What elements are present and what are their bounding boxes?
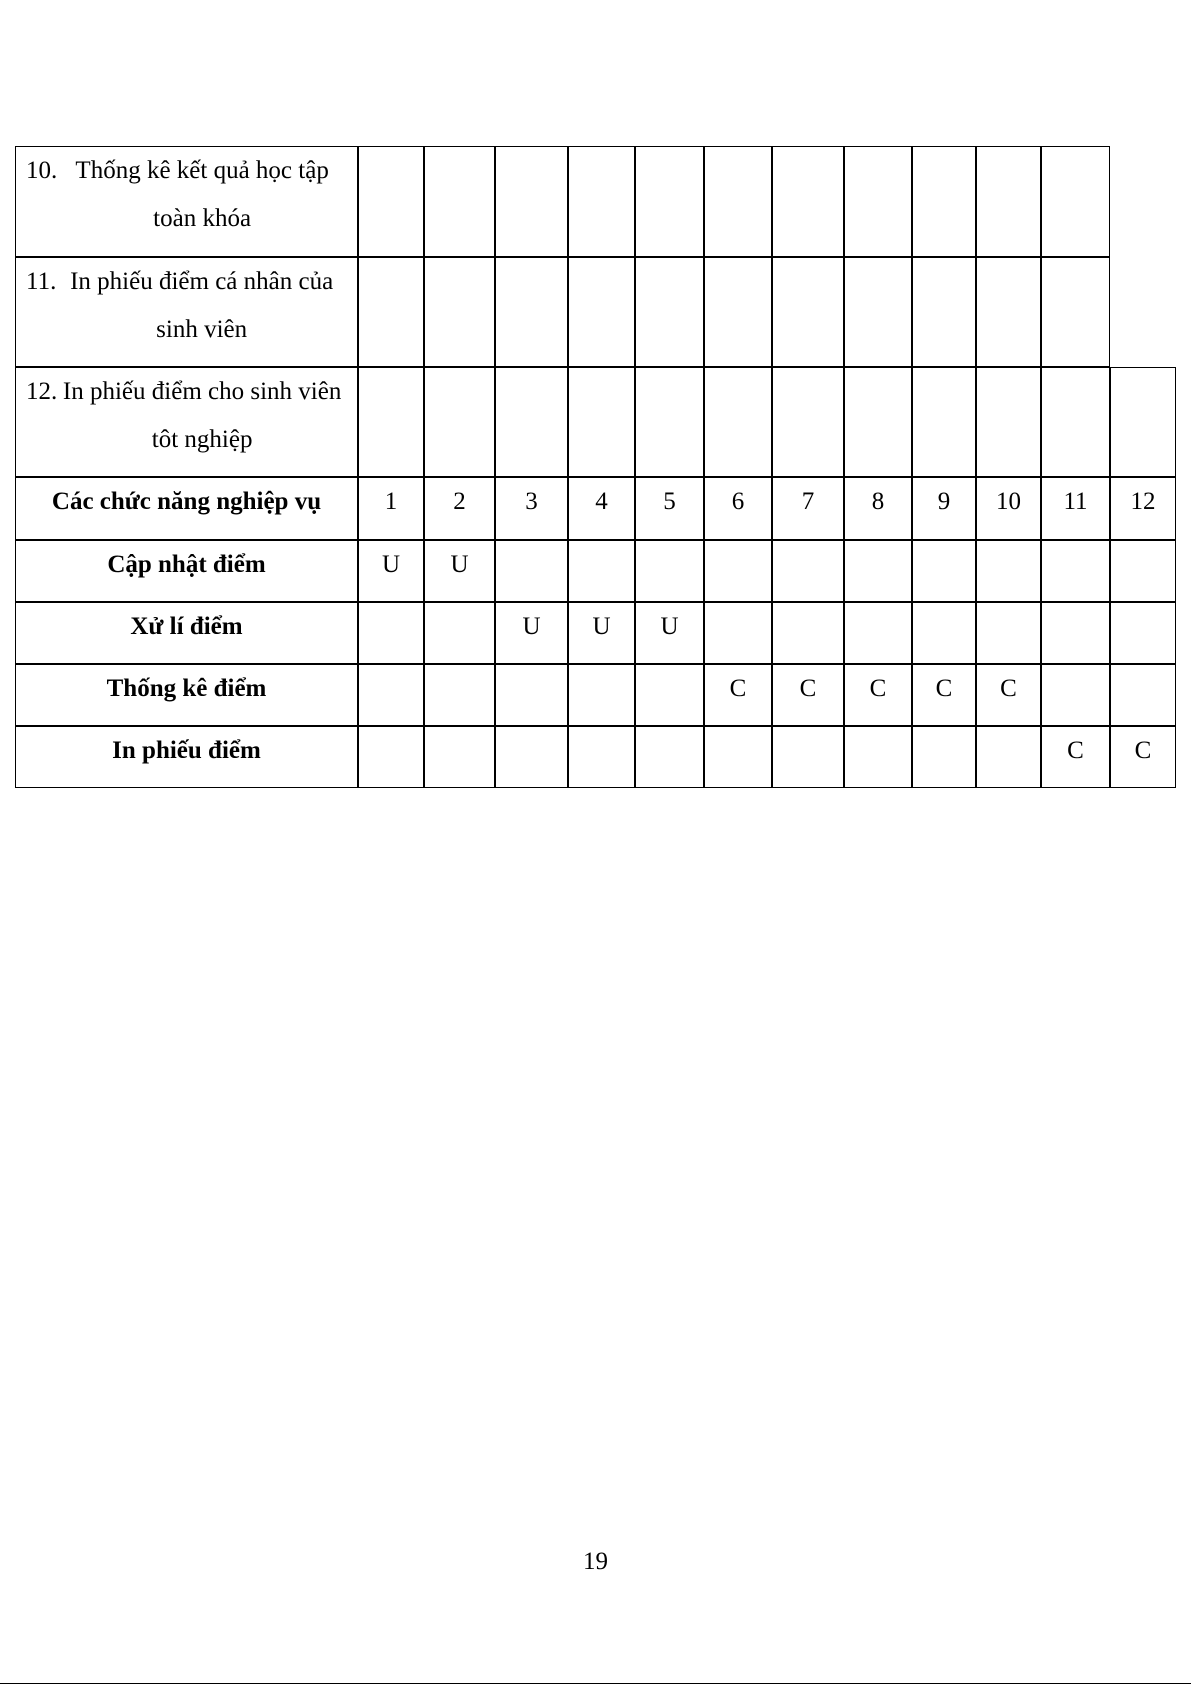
matrix-row-label: Xử lí điểm — [15, 602, 358, 664]
empty-cell — [976, 367, 1041, 477]
matrix-cell — [635, 664, 704, 726]
matrix-cell — [976, 540, 1041, 602]
matrix-cell — [358, 726, 424, 788]
matrix-row-label: In phiếu điểm — [15, 726, 358, 788]
empty-cell — [424, 257, 495, 367]
matrix-row-label: Cập nhật điểm — [15, 540, 358, 602]
matrix-cell — [772, 540, 844, 602]
empty-cell — [912, 257, 976, 367]
matrix-mark: U — [495, 602, 568, 664]
function-row-label — [15, 367, 358, 477]
empty-cell — [358, 367, 424, 477]
matrix-cell — [1110, 540, 1176, 602]
column-number: 5 — [635, 477, 704, 540]
column-number: 2 — [424, 477, 495, 540]
matrix-cell — [358, 602, 424, 664]
column-number: 8 — [844, 477, 912, 540]
matrix-mark: U — [635, 602, 704, 664]
empty-cell — [1041, 367, 1110, 477]
matrix-cell — [1041, 540, 1110, 602]
matrix-cell — [772, 602, 844, 664]
matrix-mark: C — [704, 664, 772, 726]
function-number: 10. — [26, 157, 58, 184]
matrix-mark: C — [976, 664, 1041, 726]
empty-cell — [912, 367, 976, 477]
matrix-cell — [704, 540, 772, 602]
matrix-cell — [976, 602, 1041, 664]
empty-cell — [424, 146, 495, 257]
column-number: 9 — [912, 477, 976, 540]
empty-cell — [772, 367, 844, 477]
matrix-cell — [912, 726, 976, 788]
matrix-cell — [568, 664, 635, 726]
matrix-cell — [912, 540, 976, 602]
function-label: In phiếu điểm cá nhân của sinh viên — [70, 268, 334, 343]
empty-cell — [358, 257, 424, 367]
matrix-mark: C — [1041, 726, 1110, 788]
matrix-mark: C — [844, 664, 912, 726]
matrix-cell — [976, 726, 1041, 788]
page-number: 19 — [583, 1548, 608, 1575]
matrix-cell — [495, 726, 568, 788]
column-number: 11 — [1041, 477, 1110, 540]
column-number: 1 — [358, 477, 424, 540]
empty-cell — [976, 257, 1041, 367]
matrix-cell — [424, 726, 495, 788]
column-number: 4 — [568, 477, 635, 540]
matrix-mark: U — [424, 540, 495, 602]
column-number: 7 — [772, 477, 844, 540]
empty-cell — [424, 367, 495, 477]
matrix-cell — [1110, 602, 1176, 664]
matrix-cell — [495, 540, 568, 602]
matrix-mark: C — [772, 664, 844, 726]
empty-cell — [1041, 146, 1110, 257]
matrix-mark: C — [912, 664, 976, 726]
footer-rule — [0, 1683, 1191, 1684]
empty-cell — [358, 146, 424, 257]
column-number: 6 — [704, 477, 772, 540]
empty-cell — [844, 146, 912, 257]
empty-cell — [704, 367, 772, 477]
function-number: 11. — [26, 268, 57, 295]
empty-cell — [976, 146, 1041, 257]
column-number: 10 — [976, 477, 1041, 540]
matrix-row-label: Thống kê điểm — [15, 664, 358, 726]
matrix-cell — [912, 602, 976, 664]
empty-cell — [772, 257, 844, 367]
empty-cell — [1041, 257, 1110, 367]
matrix-cell — [844, 602, 912, 664]
matrix-cell — [704, 602, 772, 664]
empty-cell — [635, 257, 704, 367]
column-number: 3 — [495, 477, 568, 540]
empty-cell — [772, 146, 844, 257]
matrix-cell — [568, 726, 635, 788]
function-row-label — [15, 257, 358, 367]
empty-cell — [568, 146, 635, 257]
matrix-cell — [844, 540, 912, 602]
matrix-cell — [424, 602, 495, 664]
empty-cell — [635, 146, 704, 257]
matrix-cell — [1041, 664, 1110, 726]
function-row-label — [15, 146, 358, 257]
matrix-cell — [635, 726, 704, 788]
function-number: 12. — [26, 378, 58, 405]
empty-cell — [844, 367, 912, 477]
empty-cell — [495, 146, 568, 257]
empty-cell — [568, 257, 635, 367]
matrix-cell — [772, 726, 844, 788]
empty-cell — [568, 367, 635, 477]
function-label: In phiếu điểm cho sinh viên tôt nghiệp — [62, 378, 342, 453]
matrix-cell — [358, 664, 424, 726]
empty-cell — [704, 146, 772, 257]
matrix-header-label: Các chức năng nghiệp vụ — [15, 477, 358, 540]
matrix-cell — [635, 540, 704, 602]
matrix-cell — [568, 540, 635, 602]
function-label: Thống kê kết quả học tập toàn khóa — [75, 157, 329, 232]
matrix-mark: U — [358, 540, 424, 602]
matrix-cell — [424, 664, 495, 726]
empty-cell — [844, 257, 912, 367]
empty-cell — [635, 367, 704, 477]
empty-cell — [495, 257, 568, 367]
matrix-mark: U — [568, 602, 635, 664]
matrix-cell — [1110, 664, 1176, 726]
empty-cell — [495, 367, 568, 477]
empty-cell — [1110, 367, 1176, 477]
matrix-cell — [495, 664, 568, 726]
matrix-mark: C — [1110, 726, 1176, 788]
matrix-cell — [1041, 602, 1110, 664]
column-number: 12 — [1110, 477, 1176, 540]
empty-cell — [704, 257, 772, 367]
matrix-cell — [844, 726, 912, 788]
empty-cell — [912, 146, 976, 257]
matrix-cell — [704, 726, 772, 788]
